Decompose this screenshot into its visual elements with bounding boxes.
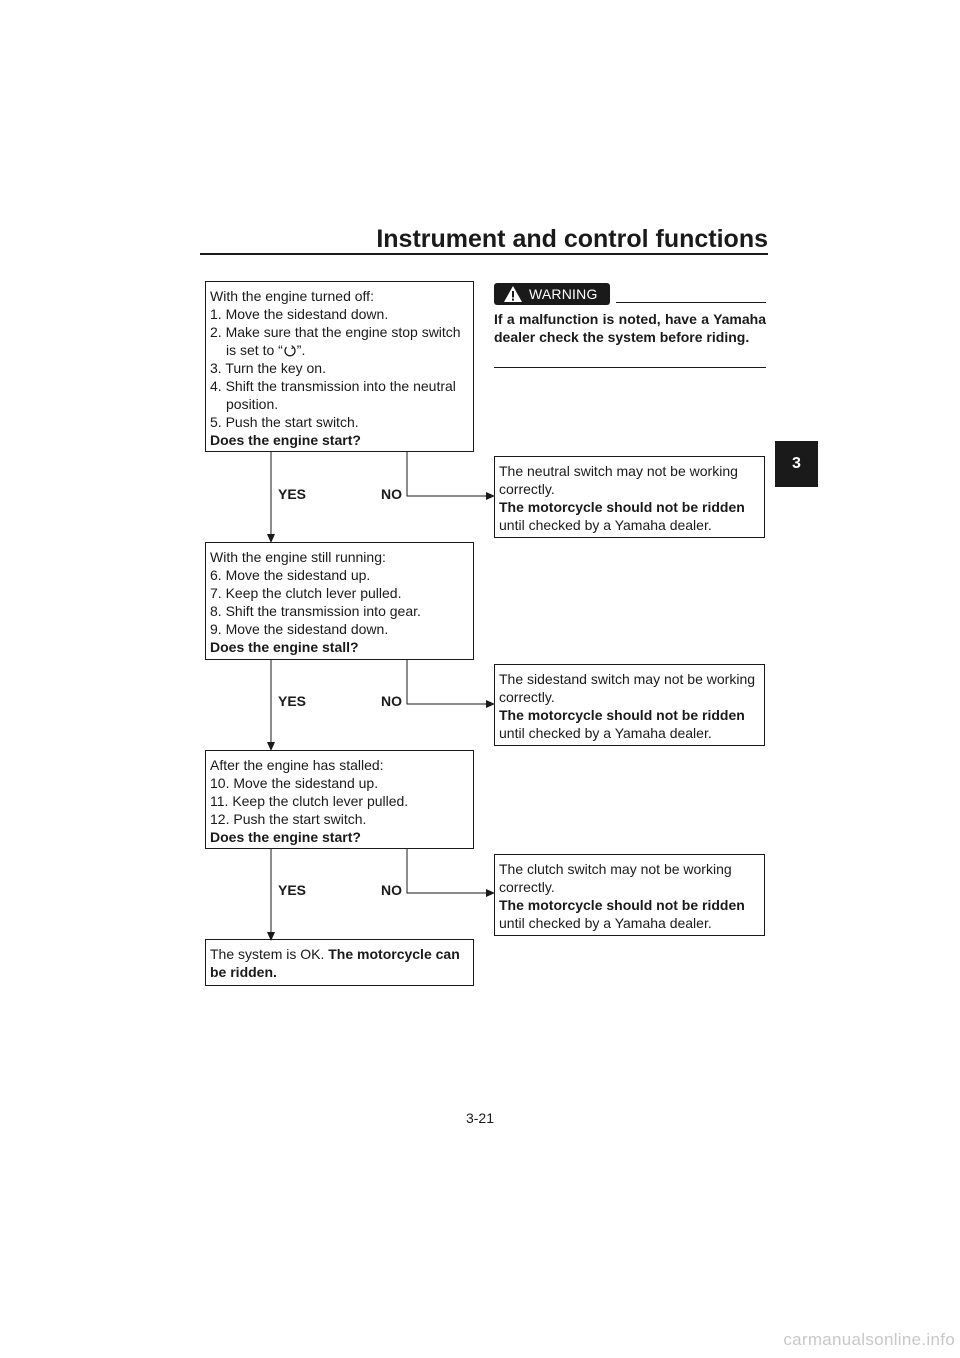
warning-bottom-rule — [494, 367, 766, 368]
page-number: 3-21 — [465, 1110, 495, 1126]
step-box-engine-stalled — [205, 750, 474, 849]
result-tail: until checked by a Yamaha dealer. — [499, 517, 712, 533]
no-connector-3 — [407, 848, 490, 893]
step-box-intro: With the engine still running: — [210, 549, 386, 565]
warning-header-rule — [616, 302, 766, 303]
step-question: Does the engine start? — [210, 829, 361, 845]
final-normal: The system is OK. — [210, 946, 329, 962]
step-item: 9. Move the sidestand down. — [210, 621, 389, 637]
step-item: 4. Shift the transmission into the neutral position. — [210, 378, 456, 412]
result-bold: The motorcycle should not be ridden — [499, 897, 745, 913]
step-box-engine-off — [205, 281, 474, 452]
step-item: 11. Keep the clutch lever pulled. — [210, 793, 409, 809]
step-box-intro: After the engine has stalled: — [210, 757, 384, 773]
step-item — [210, 323, 468, 359]
no-connector-1 — [407, 451, 490, 496]
result-text: The clutch switch may not be working correctly. — [499, 861, 732, 895]
no-label-3: NO — [381, 882, 402, 898]
warning-label: WARNING — [529, 286, 598, 302]
yes-label-3: YES — [278, 882, 307, 898]
step-item: 1. Move the sidestand down. — [210, 306, 389, 322]
yes-label-1: YES — [278, 486, 307, 502]
step-item: 8. Shift the transmission into gear. — [210, 603, 421, 619]
result-box-sidestand-switch — [494, 664, 765, 746]
step-item: 5. Push the start switch. — [210, 414, 359, 430]
step-item: 7. Keep the clutch lever pulled. — [210, 585, 402, 601]
warning-badge — [494, 283, 610, 305]
result-text: The sidestand switch may not be working correctly. — [499, 671, 756, 705]
step-item: 12. Push the start switch. — [210, 811, 367, 827]
result-tail: until checked by a Yamaha dealer. — [499, 915, 712, 931]
result-bold: The motorcycle should not be ridden — [499, 499, 745, 515]
no-label-2: NO — [381, 693, 402, 709]
step-question: Does the engine start? — [210, 432, 361, 448]
no-label-1: NO — [381, 486, 402, 502]
step-item-suffix: ”. — [296, 342, 306, 358]
chapter-tab[interactable]: 3 — [775, 441, 818, 487]
result-text: The neutral switch may not be working correctly. — [499, 463, 738, 497]
final-text — [210, 945, 468, 981]
warning-header — [494, 283, 766, 305]
final-bold: The motorcycle can be ridden. — [210, 946, 460, 980]
warning-triangle-icon — [503, 285, 523, 303]
step-box-intro: With the engine turned off: — [210, 288, 374, 304]
engine-run-icon — [283, 344, 297, 357]
step-item-text: 2. Make sure that the engine stop switch is set to “ — [210, 324, 461, 358]
no-connector-2 — [407, 659, 490, 704]
result-box-neutral-switch — [494, 456, 765, 538]
result-bold: The motorcycle should not be ridden — [499, 707, 745, 723]
result-tail: until checked by a Yamaha dealer. — [499, 725, 712, 741]
step-item: 10. Move the sidestand up. — [210, 775, 379, 791]
final-box-system-ok — [205, 939, 474, 986]
yes-label-2: YES — [278, 693, 307, 709]
step-item: 6. Move the sidestand up. — [210, 567, 371, 583]
step-item: 3. Turn the key on. — [210, 360, 326, 376]
page-title: Instrument and control functions — [376, 225, 768, 253]
watermark: carmanualsonline.info — [783, 1330, 955, 1349]
step-box-engine-running — [205, 542, 474, 660]
step-question: Does the engine stall? — [210, 639, 359, 655]
result-box-clutch-switch — [494, 854, 765, 936]
warning-text: If a malfunction is noted, have a Yamaha dealer check the system before riding. — [494, 311, 766, 345]
